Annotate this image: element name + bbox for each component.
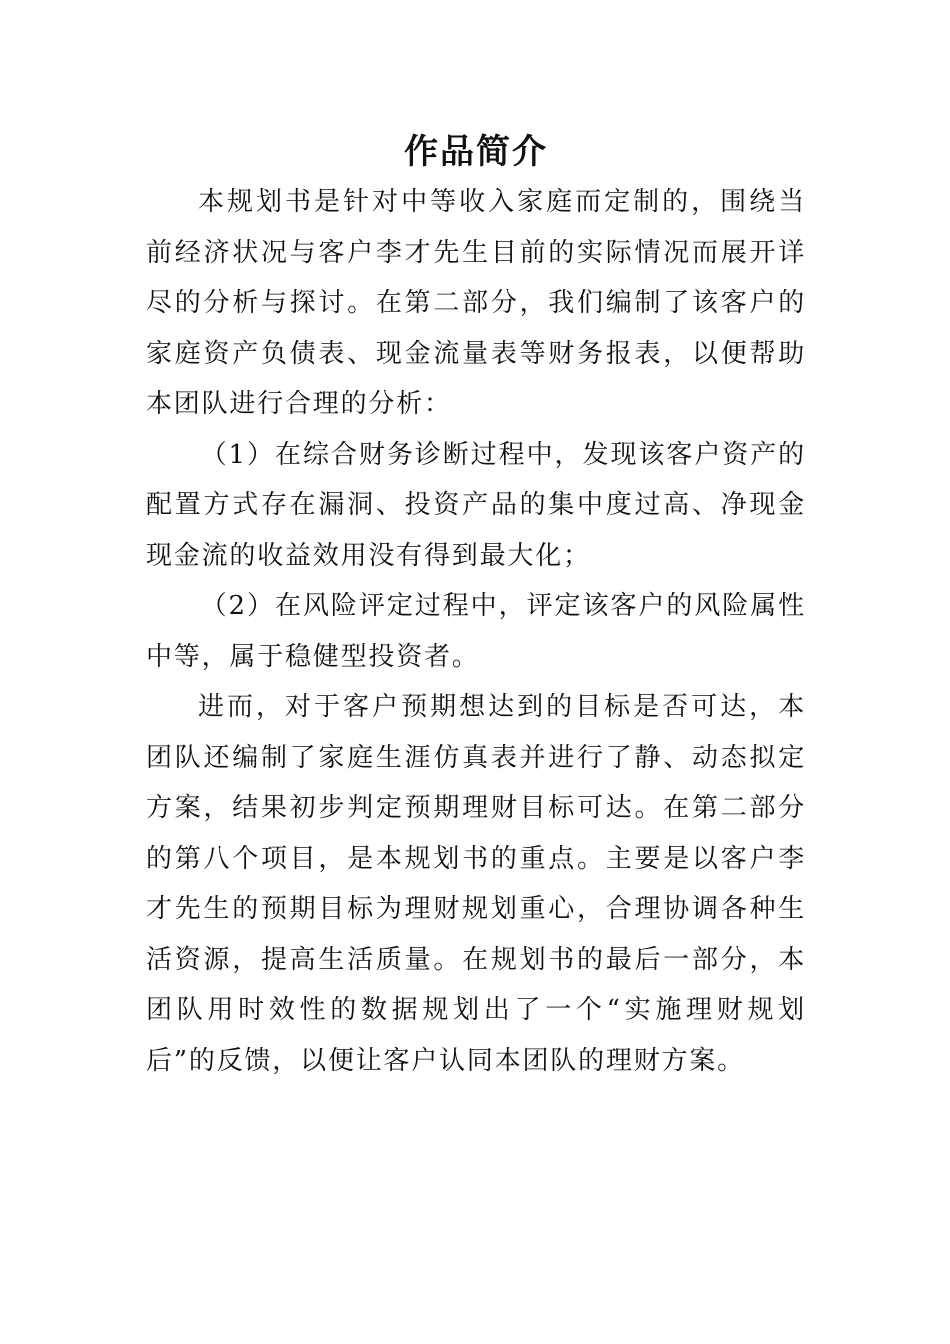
document-page: [146, 128, 806, 1086]
finding-item-1: （1）在综合财务诊断过程中，发现该客户资产的配置方式存在漏洞、投资产品的集中度过高、净现金现金流的收益效用没有得到最大化；: [146, 439, 806, 571]
document-title: 作品简介: [404, 132, 548, 172]
intro-paragraph: 本规划书是针对中等收入家庭而定制的，围绕当前经济状况与客户李才先生目前的实际情况而展开详尽的分析与探讨。在第二部分，我们编制了该客户的家庭资产负债表、现金流量表等财务报表，以便帮助本团队进行合理的分析：: [146, 187, 806, 419]
conclusion-paragraph: 进而，对于客户预期想达到的目标是否可达，本团队还编制了家庭生涯仿真表并进行了静、动态拟定方案，结果初步判定预期理财目标可达。在第二部分的第八个项目，是本规划书的重点。主要是以客户李才先生的预期目标为理财规划重心，合理协调各种生活资源，提高生活质量。在规划书的最后一部分，本团队用时效性的数据规划出了一个“实施理财规划后”的反馈，以便让客户认同本团队的理财方案。: [146, 692, 806, 1076]
finding-item-2: （2）在风险评定过程中，评定该客户的风险属性中等，属于稳健型投资者。: [146, 591, 806, 672]
